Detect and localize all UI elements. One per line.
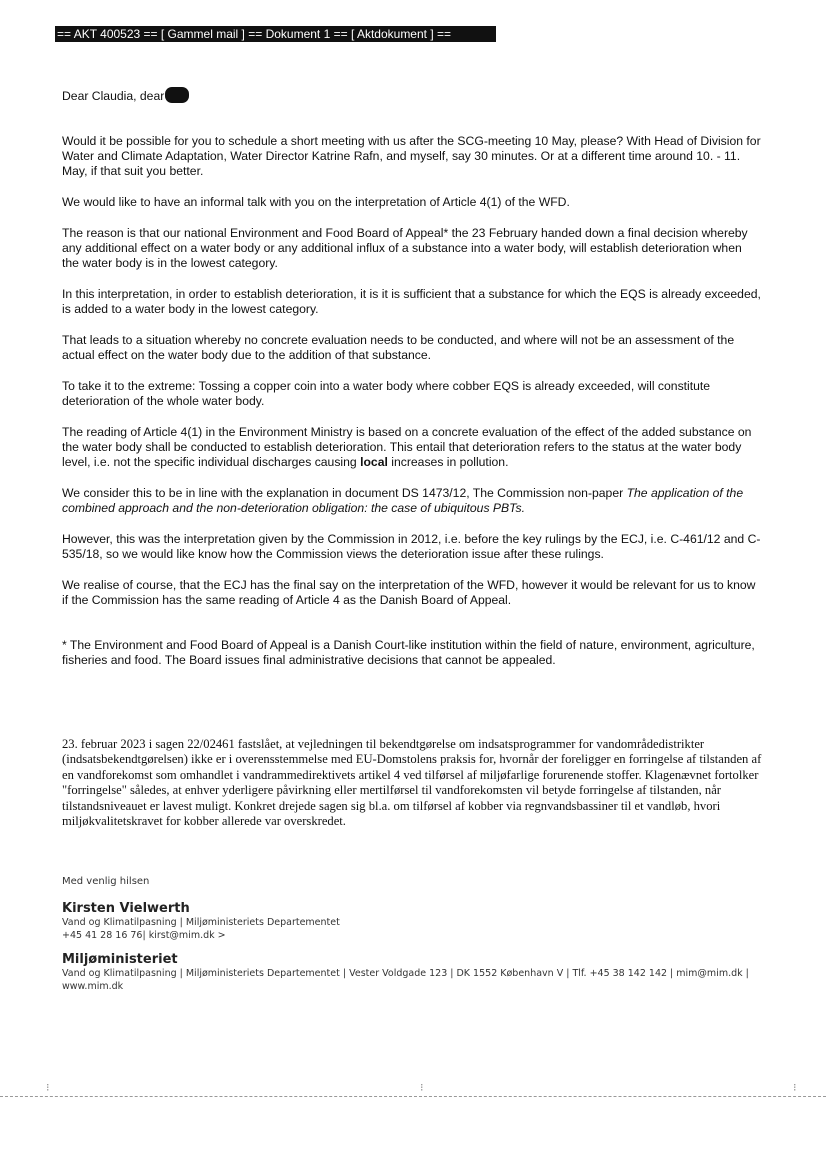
closing-text: Med venlig hilsen <box>62 876 150 887</box>
signature-block <box>62 876 782 993</box>
paragraph-commission-nonpaper <box>62 486 762 516</box>
paragraph-reason: The reason is that our national Environment and Food Board of Appeal* the 23 February handed down a final decision whereby any additional effect on a water body or any additional influx of a substance into a water body, will establish deterioration when the water body is in the lowest category. <box>62 226 748 270</box>
paragraph-extreme-example: To take it to the extreme: Tossing a copper coin into a water body where cobber EQS is already exceeded, will constitute deterioration of the whole water body. <box>62 379 711 408</box>
paragraph-ecj-rulings: However, this was the interpretation given by the Commission in 2012, i.e. before the key rulings by the ECJ, i.e. C-461/12 and C-535/18, so we would like know how the Commission views the deterioration issue after these rulings. <box>62 532 761 561</box>
ministry-reading-text-b: increases in pollution. <box>387 455 509 469</box>
paragraph-ministry-reading <box>62 425 762 470</box>
nonpaper-text: We consider this to be in line with the explanation in document DS 1473/12, The Commission non-paper <box>62 486 627 500</box>
footnote: * The Environment and Food Board of Appeal is a Danish Court-like institution within the field of nature, environment, agriculture, fisheries and food. The Board issues final administrative decisions that cannot be appealed. <box>62 638 755 667</box>
scan-mark-center: ⁝ <box>420 1081 424 1094</box>
redaction-mark <box>165 87 189 103</box>
paragraph-ecj-final-say: We realise of course, that the ECJ has the final say on the interpretation of the WFD, however it would be relevant for us to know if the Commission has the same reading of Article 4 as the Danish Board of Appeal. <box>62 578 756 607</box>
sender-contact: +45 41 28 16 76| kirst@mim.dk > <box>62 929 226 941</box>
scan-mark-left: ⁝ <box>46 1081 50 1094</box>
scan-divider-line <box>0 1096 826 1097</box>
sender-department: Vand og Klimatilpasning | Miljøministeriets Departementet <box>62 917 340 928</box>
organization-address: Vand og Klimatilpasning | Miljøministeriets Departementet | Vester Voldgade 123 | DK 1552 København V | Tlf. +45 38 142 142 | mim@mim.dk | <box>62 968 749 979</box>
greeting <box>62 87 762 104</box>
ministry-reading-bold: local <box>360 455 388 469</box>
organization-name: Miljøministeriet <box>62 952 178 967</box>
organization-website: www.mim.dk <box>62 980 124 992</box>
sender-name: Kirsten Vielwerth <box>62 901 190 916</box>
paragraph-meeting-request: Would it be possible for you to schedule a short meeting with us after the SCG-meeting 10 May, please? With Head of Division for Water and Climate Adaptation, Water Director Katrine Rafn, and myself, say 30 minutes. Or at a different time around 10. - 11. May, if that suit you better. <box>62 134 761 178</box>
paragraph-consequence: That leads to a situation whereby no concrete evaluation needs to be conducted, and where will not be an assessment of the actual effect on the water body due to the addition of that substance. <box>62 333 735 362</box>
scan-mark-right: ⁝ <box>793 1081 797 1094</box>
ministry-reading-text-a: The reading of Article 4(1) in the Environment Ministry is based on a concrete evaluation of the effect of the added substance on the water body shall be conducted to establish deterioration. This entail that deterioration refers to the status at the water body level, i.e. not the specific individual discharges causing <box>62 425 752 469</box>
greeting-text: Dear Claudia, dear <box>62 89 165 103</box>
danish-paragraph: 23. februar 2023 i sagen 22/02461 fastslået, at vejledningen til bekendtgørelse om indsatsprogrammer for vandområdedistrikter (indsatsbekendtgørelsen) ikke er i overensstemmelse med EU-Domstolens praksis for, hvornår der foreligger en forringelse af tilstanden af en vandforekomst som omhandlet i vandrammedirektivets artikel 4 ved tilførsel af miljøfarlige forurenende stoffer. Klagenævnet fortolker "forringelse" således, at enhver yderligere påvirkning eller mertilførsel til vandforekomsten vil betyde forringelse af tilstanden, når tilstandsniveauet er lavest muligt. Konkret drejede sagen sig bl.a. om tilførsel af kobber via regnvandsbassiner til et vandløb, hvori miljøkvalitetskravet for kobber allerede var overskredet. <box>62 737 762 829</box>
paragraph-informal-talk: We would like to have an informal talk with you on the interpretation of Article 4(1) of the WFD. <box>62 195 570 209</box>
paragraph-interpretation: In this interpretation, in order to establish deterioration, it is it is sufficient that a substance for which the EQS is already exceeded, is added to a water body in the lowest category. <box>62 287 761 316</box>
document-header-bar: == AKT 400523 == [ Gammel mail ] == Dokument 1 == [ Aktdokument ] == <box>55 26 496 42</box>
email-body <box>62 87 762 668</box>
nonpaper-title: The application of the combined approach and the non-deterioration obligation: the case of ubiquitous PBTs. <box>62 486 744 515</box>
